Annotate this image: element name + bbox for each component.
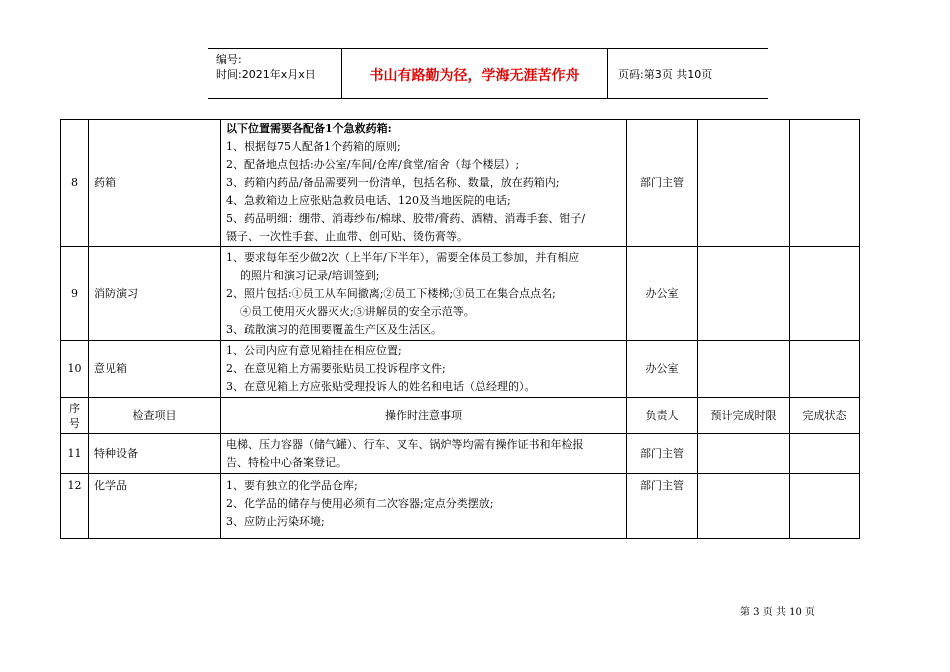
header-time-label: 时间:2021年x月x日 <box>216 68 316 81</box>
operation-notes <box>221 474 627 539</box>
header-number-label: 编号: <box>216 53 242 66</box>
column-header-due: 预计完成时限 <box>698 398 790 434</box>
note-line: 5、药品明细：绷带、消毒纱布/棉球、胶带/膏药、酒精、消毒手套、钳子/ <box>226 212 586 225</box>
table-row <box>61 120 860 247</box>
owner: 部门主管 <box>627 474 698 539</box>
owner: 办公室 <box>627 341 698 398</box>
check-item: 意见箱 <box>89 341 221 398</box>
note-line: 的照片和演习记录/培训签到; <box>240 268 380 282</box>
note-line: 2、化学品的储存与使用必须有二次容器;定点分类摆放; <box>226 497 494 510</box>
column-header-notes: 操作时注意事项 <box>221 398 627 434</box>
note-line: ④员工使用灭火器灭火;⑤讲解员的安全示范等。 <box>240 304 475 318</box>
due-cell[interactable] <box>698 120 790 247</box>
due-cell[interactable] <box>698 247 790 341</box>
note-line: 以下位置需要各配备1个急救药箱: <box>226 122 392 135</box>
header-divider <box>607 49 608 98</box>
operation-notes <box>221 434 627 474</box>
owner: 部门主管 <box>627 120 698 247</box>
column-header-item: 检查项目 <box>89 398 221 434</box>
note-line: 2、配备地点包括:办公室/车间/仓库/食堂/宿舍（每个楼层）; <box>226 158 520 171</box>
table-row <box>61 247 860 341</box>
page-header <box>208 48 768 99</box>
check-item: 消防演习 <box>89 247 221 341</box>
check-item: 化学品 <box>89 474 221 539</box>
note-line: 1、根据每75人配备1个药箱的原则; <box>226 140 401 153</box>
row-number: 8 <box>61 120 89 247</box>
note-line: 2、照片包括:①员工从车间撤离;②员工下楼梯;③员工在集合点点名; <box>226 286 556 300</box>
check-item: 特种设备 <box>89 434 221 474</box>
note-line: 3、疏散演习的范围要覆盖生产区及生活区。 <box>226 322 442 336</box>
row-number: 11 <box>61 434 89 474</box>
note-line: 电梯、压力容器（储气罐）、行车、叉车、锅炉等均需有操作证书和年检报 <box>226 437 584 451</box>
header-meta <box>216 52 316 82</box>
note-line: 3、应防止污染环境; <box>226 515 325 528</box>
note-line: 3、在意见箱上方应张贴受理投诉人的姓名和电话（总经理的）。 <box>226 380 536 393</box>
operation-notes <box>221 247 627 341</box>
note-line: 镊子、一次性手套、止血带、创可贴、烫伤膏等。 <box>226 230 468 243</box>
due-cell[interactable] <box>698 474 790 539</box>
header-motto: 书山有路勤为径，学海无涯苦作舟 <box>369 68 580 84</box>
status-cell[interactable] <box>790 247 860 341</box>
status-cell[interactable] <box>790 341 860 398</box>
column-header-row <box>61 398 860 434</box>
column-header-owner: 负责人 <box>627 398 698 434</box>
owner: 部门主管 <box>627 434 698 474</box>
owner: 办公室 <box>627 247 698 341</box>
inspection-table <box>60 119 860 539</box>
column-header-status: 完成状态 <box>790 398 860 434</box>
note-line: 3、药箱内药品/备品需要列一份清单，包括名称、数量，放在药箱内; <box>226 176 560 189</box>
table-row <box>61 341 860 398</box>
note-line: 4、急救箱边上应张贴急救员电话、120及当地医院的电话; <box>226 194 511 207</box>
row-number: 12 <box>61 474 89 539</box>
column-header-no: 序号 <box>61 398 89 434</box>
table-row <box>61 474 860 539</box>
operation-notes <box>221 341 627 398</box>
note-line: 2、在意见箱上方需要张贴员工投诉程序文件; <box>226 362 446 375</box>
table-row <box>61 434 860 474</box>
note-line: 1、要有独立的化学品仓库; <box>226 479 358 492</box>
row-number: 9 <box>61 247 89 341</box>
note-line: 1、公司内应有意见箱挂在相应位置; <box>226 344 402 357</box>
page-footer: 第 3 页 共 10 页 <box>740 607 815 618</box>
due-cell[interactable] <box>698 434 790 474</box>
due-cell[interactable] <box>698 341 790 398</box>
row-number: 10 <box>61 341 89 398</box>
operation-notes <box>221 120 627 247</box>
status-cell[interactable] <box>790 120 860 247</box>
status-cell[interactable] <box>790 474 860 539</box>
note-line: 告、特检中心备案登记。 <box>226 455 347 469</box>
note-line: 1、要求每年至少做2次（上半年/下半年），需要全体员工参加，并有相应 <box>226 250 580 264</box>
check-item: 药箱 <box>89 120 221 247</box>
status-cell[interactable] <box>790 434 860 474</box>
header-page-number: 页码:第3页 共10页 <box>618 68 713 81</box>
